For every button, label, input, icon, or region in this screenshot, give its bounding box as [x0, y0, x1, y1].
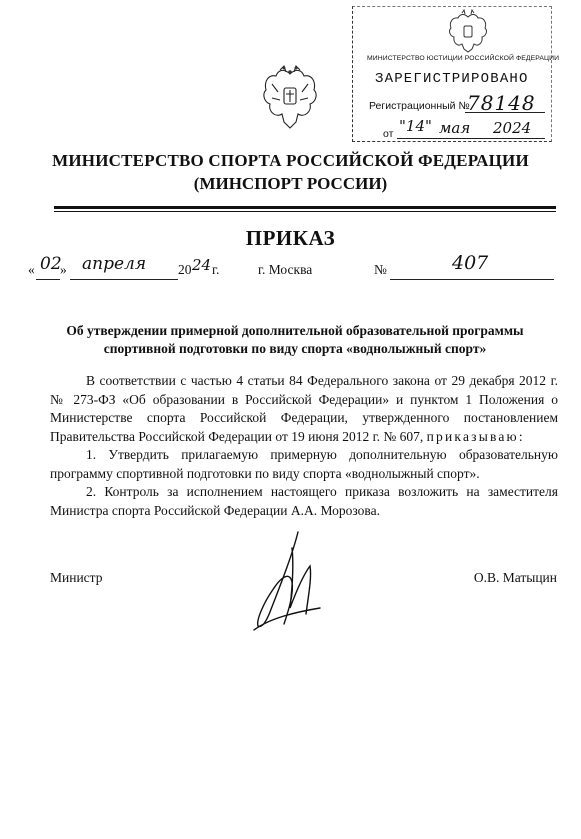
- body-paragraph-1-text: В соответствии с частью 4 статьи 84 Федерального закона от 29 декабря 2012 г. № 273-ФЗ «Об образовании в Российской Федерации» и пунктом 1 Положения о Министерстве спорта Российской Федерации, утвержденного постановлением Правительства Российской Федерации от 19 июня 2012 г. № 607,: [50, 373, 558, 444]
- ministry-short-name: (МИНСПОРТ РОССИИ): [193, 174, 388, 193]
- date-year-dot: г.: [212, 262, 220, 277]
- order-number: 407: [452, 252, 489, 274]
- handwritten-signature: [240, 526, 350, 636]
- order-title: [40, 322, 550, 358]
- date-year-prefix: 20: [178, 262, 192, 277]
- order-number-sign: №: [374, 262, 387, 277]
- ministry-name: МИНИСТЕРСТВО СПОРТА РОССИЙСКОЙ ФЕДЕРАЦИИ: [52, 151, 529, 170]
- order-body: [50, 372, 558, 520]
- order-city: г. Москва: [258, 262, 313, 277]
- stamp-registered-text: ЗАРЕГИСТРИРОВАНО: [375, 71, 529, 87]
- order-number-underline: [390, 279, 554, 280]
- stamp-date-year: 2024: [493, 119, 532, 137]
- stamp-eagle-icon: [445, 9, 491, 53]
- order-title-line1: Об утверждении примерной дополнительной образовательной программы: [66, 323, 524, 338]
- registration-stamp: [352, 6, 560, 142]
- stamp-date-underline: [397, 138, 545, 139]
- date-month: апреля: [82, 254, 147, 274]
- stamp-ministry-text: МИНИСТЕРСТВО ЮСТИЦИИ РОССИЙСКОЙ ФЕДЕРАЦИИ: [367, 55, 560, 62]
- order-date-line: [0, 254, 581, 284]
- stamp-date-from: от: [383, 128, 394, 140]
- body-paragraph-2: 1. Утвердить прилагаемую примерную дополнительную образовательную программу спортивной подготовки по виду спорта «воднолыжный спорт».: [50, 447, 558, 481]
- stamp-date-month: мая: [439, 119, 471, 137]
- date-open-quote: «: [28, 262, 35, 277]
- document-type: ПРИКАЗ: [245, 226, 336, 250]
- date-close-quote: »: [60, 262, 67, 277]
- order-title-line2: спортивной подготовки по виду спорта «воднолыжный спорт»: [103, 341, 487, 356]
- stamp-regnum-value: 78148: [467, 91, 536, 115]
- stamp-regnum-label: Регистрационный №: [369, 100, 470, 112]
- coat-of-arms-emblem: [258, 64, 322, 132]
- date-day-underline: [36, 279, 60, 280]
- signatory-name: О.В. Матыцин: [473, 570, 557, 585]
- stamp-regnum-underline: [465, 112, 545, 113]
- body-paragraph-1: [50, 372, 558, 446]
- header-rule-thick: [54, 206, 556, 209]
- date-day: 02: [40, 254, 62, 274]
- stamp-date-day: "14": [399, 117, 432, 135]
- header-rule-thin: [54, 211, 556, 212]
- date-month-underline: [70, 279, 178, 280]
- signatory-role: Министр: [50, 570, 103, 585]
- date-year-suffix: 24: [192, 256, 212, 274]
- body-paragraph-3: 2. Контроль за исполнением настоящего приказа возложить на заместителя Министра спорта Российской Федерации А.А. Морозова.: [50, 484, 558, 518]
- body-command-word: приказываю:: [426, 428, 525, 444]
